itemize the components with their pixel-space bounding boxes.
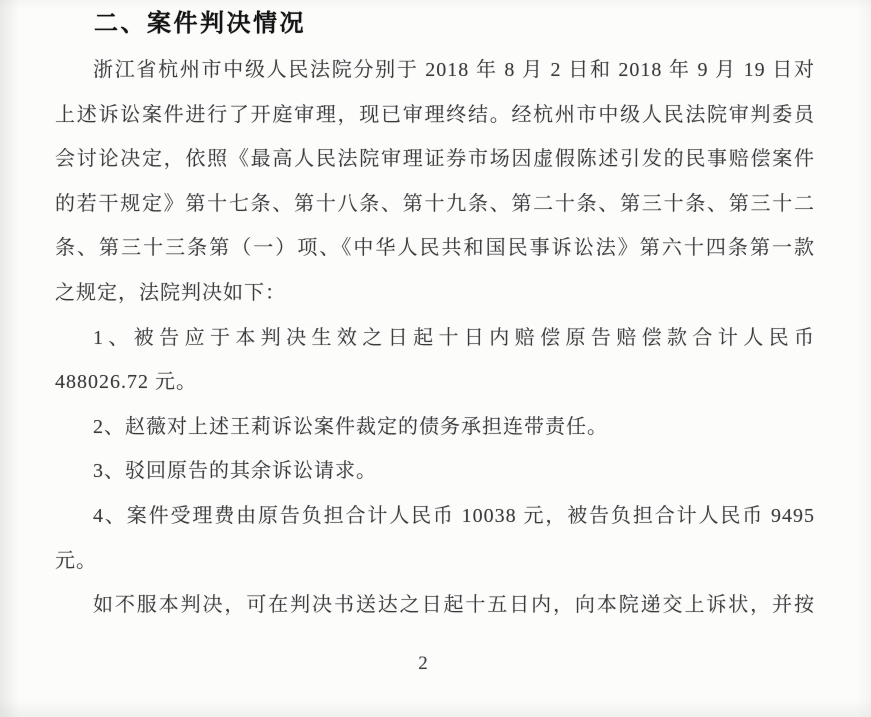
document-body <box>55 48 815 628</box>
page-number: 2 <box>418 653 428 674</box>
document-line: 条、第三十三条第（一）项、《中华人民共和国民事诉讼法》第六十四条第一款 <box>55 237 815 260</box>
section-heading: 二、案件判决情况 <box>94 11 306 37</box>
document-line: 元。 <box>55 549 97 572</box>
document-line: 2、赵薇对上述王莉诉讼案件裁定的债务承担连带责任。 <box>93 415 608 438</box>
document-line: 3、驳回原告的其余诉讼请求。 <box>93 460 377 483</box>
document-line: 之规定，法院判决如下： <box>55 281 286 304</box>
document-line: 1、被告应于本判决生效之日起十日内赔偿原告赔偿款合计人民币 <box>93 326 815 349</box>
document-line: 上述诉讼案件进行了开庭审理，现已审理终结。经杭州市中级人民法院审判委员 <box>55 103 815 126</box>
document-line: 488026.72 元。 <box>55 371 197 394</box>
document-line: 浙江省杭州市中级人民法院分别于 2018 年 8 月 2 日和 2018 年 9 月 19 日对 <box>93 59 815 81</box>
document-line: 的若干规定》第十七条、第十八条、第十九条、第二十条、第三十条、第三十二 <box>55 192 815 215</box>
document-line: 会讨论决定，依照《最高人民法院审理证券市场因虚假陈述引发的民事赔偿案件 <box>55 148 815 171</box>
document-line: 4、案件受理费由原告负担合计人民币 10038 元，被告负担合计人民币 9495 <box>93 504 815 527</box>
document-line: 如不服本判决，可在判决书送达之日起十五日内，向本院递交上诉状，并按 <box>93 594 815 617</box>
